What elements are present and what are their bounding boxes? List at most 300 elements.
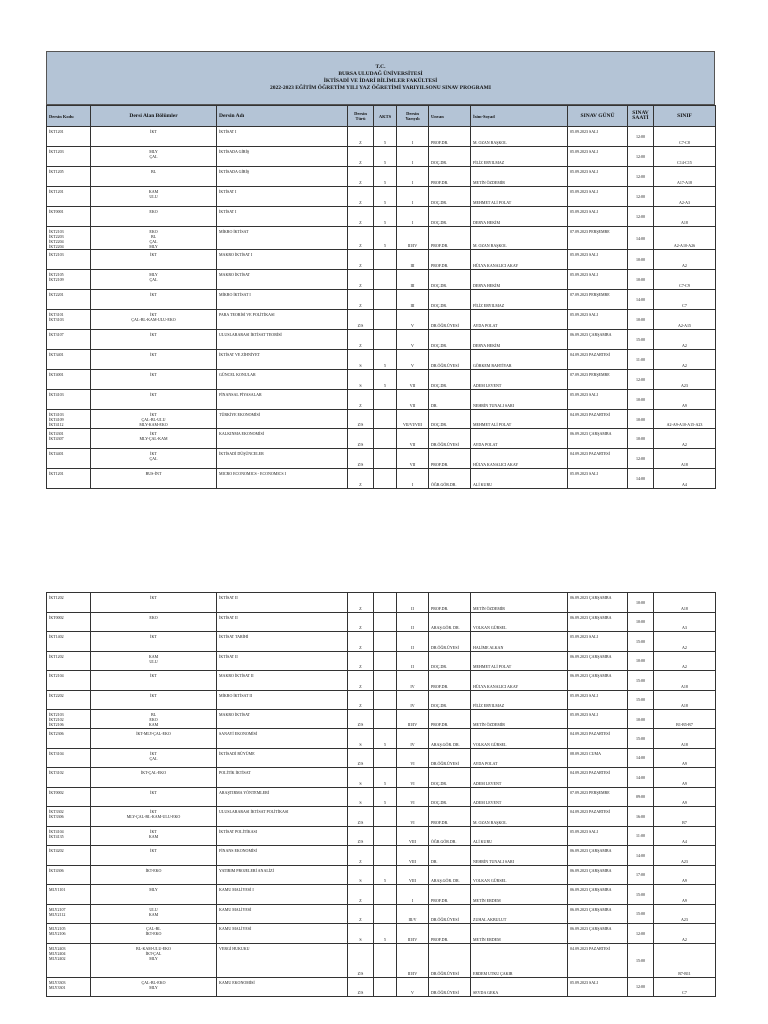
course-type: Z/S [348, 748, 374, 768]
course-code [47, 632, 91, 652]
course-code [47, 469, 91, 489]
course-departments-line: İKT [150, 412, 157, 417]
course-departments [91, 469, 217, 489]
exam-date: 06.09.2023 ÇARŞAMBA [568, 671, 628, 691]
course-name: İKTİSAT VE ZİHNİYET [217, 350, 348, 370]
course-departments-line: İKT-EKO [145, 931, 162, 936]
table-row [47, 943, 716, 977]
exam-time: 12:00 [628, 167, 654, 187]
table-body [47, 593, 716, 997]
lecturer-name: AYDA POLAT [471, 748, 568, 768]
course-departments-line: EKO [149, 229, 158, 234]
course-name: KAMU MALİYESİ I [217, 885, 348, 905]
exam-room: A9 [654, 768, 716, 788]
exam-date: 05.09.2023 SALI [568, 250, 628, 270]
exam-date: 07.09.2023 PERŞEMBE [568, 370, 628, 390]
course-period: VII [397, 390, 429, 410]
course-code-line: İKT4104 [49, 828, 64, 834]
lecturer-name: FİLİZ ERYILMAZ [471, 690, 568, 710]
course-code-line: MLY3301 [49, 984, 66, 990]
course-name: İKTİSAT POLİTİKASI [217, 826, 348, 846]
schedule-page-1 [46, 51, 715, 489]
exam-time: 10:00 [628, 429, 654, 449]
course-departments [91, 290, 217, 310]
course-type: Z [348, 250, 374, 270]
course-period: VI [397, 768, 429, 788]
course-type: Z/S [348, 710, 374, 729]
exam-room: A17-A18 [654, 167, 716, 187]
table-row [47, 370, 716, 390]
course-period: VI [397, 787, 429, 807]
exam-room: C14-C15 [654, 147, 716, 167]
exam-time: 14:00 [628, 748, 654, 768]
lecturer-name: FİLİZ ERYILMAZ [471, 147, 568, 167]
course-period: II [397, 593, 429, 613]
course-departments-line: İKT [150, 595, 157, 600]
column-header-date: SINAV GÜNÜ [568, 106, 628, 127]
lecturer-title: DR.ÖĞR.ÜYESİ [429, 748, 471, 768]
lecturer-title: PROF.DR. [429, 885, 471, 905]
exam-date: 07.09.2023 PERŞEMBE [568, 290, 628, 310]
exam-room: A9 [654, 390, 716, 410]
lecturer-title: PROF.DR. [429, 250, 471, 270]
course-code [47, 710, 91, 729]
course-code-line: İKT4306 [49, 867, 64, 873]
column-header-akts: AKTS [374, 106, 397, 127]
course-akts: 5 [374, 147, 397, 167]
course-departments-line: ÇAL-BL-KAM-ULU-EKO [131, 317, 176, 322]
lecturer-title: DR.ÖĞR.ÜYESİ [429, 943, 471, 977]
exam-time: 11:00 [628, 350, 654, 370]
table-row [47, 449, 716, 469]
exam-time: 14:00 [628, 227, 654, 250]
table-body [47, 127, 716, 489]
exam-date: 06.09.2023 ÇARŞAMBA [568, 330, 628, 350]
lecturer-title: ARAŞ.GÖR. DR. [429, 612, 471, 632]
lecturer-name: ALİ KURU [471, 826, 568, 846]
exam-date: 06.09.2023 ÇARŞAMBA [568, 846, 628, 866]
course-code [47, 330, 91, 350]
lecturer-title: DR. [429, 390, 471, 410]
course-departments-line: İKT [150, 673, 157, 678]
course-departments-line: KAM [148, 653, 159, 659]
lecturer-title: PROF.DR. [429, 807, 471, 827]
course-period: VII/VI/VIII [397, 410, 429, 429]
course-code-line: İKT2203 [49, 234, 64, 239]
course-period: IV [397, 671, 429, 691]
exam-room: A2 [654, 632, 716, 652]
exam-time: 12:00 [628, 977, 654, 997]
course-akts [374, 429, 397, 449]
lecturer-name: MEHMET ALİ POLAT [471, 187, 568, 207]
exam-time: 12:00 [628, 147, 654, 167]
exam-room: A18 [654, 671, 716, 691]
exam-room: A9 [654, 865, 716, 885]
lecturer-name: HÜLYA KANALICI AKAY [471, 449, 568, 469]
lecturer-name: ADEM LEVENT [471, 768, 568, 788]
course-period: V [397, 310, 429, 330]
lecturer-name: METİN ERDEM [471, 924, 568, 944]
course-departments-line: ÇAL [149, 239, 158, 244]
course-departments [91, 865, 217, 885]
table-row [47, 290, 716, 310]
course-akts: 5 [374, 865, 397, 885]
exam-date: 06.09.2023 ÇARŞAMBA [568, 593, 628, 613]
exam-time: 10:00 [628, 310, 654, 330]
exam-date: 06.09.2023 ÇARŞAMBA [568, 904, 628, 924]
exam-time: 16:00 [628, 807, 654, 827]
course-departments-line: KAM [148, 911, 159, 917]
course-departments-line: ULU [149, 906, 158, 912]
course-departments [91, 904, 217, 924]
course-code-line: İKT0002 [49, 789, 64, 795]
course-period: VI [397, 807, 429, 827]
lecturer-name: METİN ERDEM [471, 885, 568, 905]
exam-time: 12:00 [628, 449, 654, 469]
course-period: I [397, 147, 429, 167]
course-code-line: İKT2104 [49, 673, 64, 678]
course-code-line: İKT3102 [49, 770, 64, 775]
course-departments [91, 651, 217, 671]
course-akts: 5 [374, 167, 397, 187]
exam-room: B7 [654, 807, 716, 827]
course-departments-line: İKT [150, 252, 157, 257]
table-row [47, 977, 716, 997]
course-akts [374, 390, 397, 410]
course-code-line: İKT4103 [49, 392, 64, 397]
course-departments-line: İKT [150, 692, 157, 698]
lecturer-name: VOLKAN GÜRSEL [471, 612, 568, 632]
course-code [47, 807, 91, 827]
course-code-line: İKT2106 [49, 722, 64, 727]
lecturer-title: PROF.DR. [429, 671, 471, 691]
course-type: Z/S [348, 410, 374, 429]
course-akts: 5 [374, 207, 397, 227]
lecturer-name: M. OZAN BAŞKOL [471, 227, 568, 250]
lecturer-name: ZUHAL AKBULUT [471, 904, 568, 924]
course-name: MİKRO İKTİSAT [217, 227, 348, 250]
course-departments-line: İKT [150, 789, 157, 795]
course-akts [374, 410, 397, 429]
course-name: İKTİSADA GİRİŞ [217, 147, 348, 167]
course-departments-line: KAM [148, 833, 159, 839]
course-departments-line: EKO [149, 209, 158, 214]
exam-date: 08.09.2023 CUMA [568, 748, 628, 768]
course-name: ULUSLARARASI İKTİSAT TEORİSİ [217, 330, 348, 350]
column-header-code: Dersin Kodu [47, 106, 91, 127]
lecturer-name: METİN ÖZDEMİR [471, 710, 568, 729]
course-code-line: İKT1202 [49, 595, 64, 600]
lecturer-title: ÖĞR.GÖR.DR. [429, 826, 471, 846]
course-akts [374, 671, 397, 691]
lecturer-name: ERDEM UTKU ÇAKIR [471, 943, 568, 977]
table-row [47, 632, 716, 652]
exam-time: 14:00 [628, 768, 654, 788]
lecturer-name: SEVDA GEKA [471, 977, 568, 997]
lecturer-title: DR.ÖĞR.ÜYESİ [429, 632, 471, 652]
lecturer-name: HÜLYA KANALICI AKAY [471, 250, 568, 270]
course-code [47, 270, 91, 290]
course-akts [374, 270, 397, 290]
course-departments-line: İKT [150, 352, 157, 357]
course-period: V [397, 350, 429, 370]
exam-date: 05.09.2023 SALI [568, 167, 628, 187]
course-akts: 5 [374, 127, 397, 147]
column-header-lecturer: İsim-Soyad [471, 106, 568, 127]
table-row [47, 310, 716, 330]
course-code-line: İKT3306 [49, 814, 64, 819]
course-departments [91, 768, 217, 788]
exam-room: A2 [654, 350, 716, 370]
table-row [47, 651, 716, 671]
lecturer-name: AYDA POLAT [471, 310, 568, 330]
course-akts [374, 310, 397, 330]
table-row [47, 904, 716, 924]
course-code-line: İKT2204 [49, 239, 64, 244]
course-type: Z [348, 846, 374, 866]
course-name: KAMU EKONOMİSİ [217, 977, 348, 997]
course-akts: 5 [374, 350, 397, 370]
table-row [47, 390, 716, 410]
course-code-line: MLY2402 [49, 955, 66, 961]
exam-time: 12:00 [628, 127, 654, 147]
course-akts: 5 [374, 370, 397, 390]
course-type: Z [348, 187, 374, 207]
course-departments [91, 924, 217, 944]
lecturer-title: DOÇ.DR. [429, 207, 471, 227]
course-departments-line: BL [150, 712, 157, 717]
column-header-type: Dersin Türü [348, 106, 374, 127]
course-name: MAKRO İKTİSAT [217, 270, 348, 290]
course-code [47, 943, 91, 977]
course-code-line: İKT4307 [49, 436, 64, 441]
course-code-line: İKT4301 [49, 431, 64, 436]
course-departments [91, 449, 217, 469]
table-row [47, 885, 716, 905]
course-departments-line: MLY-ÇAL-BL-KAM-ULU-EKO [126, 814, 181, 819]
table-row [47, 469, 716, 489]
table-row [47, 612, 716, 632]
table-row [47, 748, 716, 768]
lecturer-name: NEHRİN TUNALI SARI [471, 390, 568, 410]
course-type: Z/S [348, 429, 374, 449]
course-departments-line: MLY [149, 984, 158, 990]
course-departments [91, 671, 217, 691]
course-period: III [397, 290, 429, 310]
lecturer-title: PROF.DR. [429, 227, 471, 250]
course-name: POLİTİK İKTİSAT [217, 768, 348, 788]
exam-date: 06.09.2023 ÇARŞAMBA [568, 865, 628, 885]
lecturer-title: DOÇ.DR. [429, 787, 471, 807]
exam-room: A23 [654, 370, 716, 390]
course-name: İKTİSAT II [217, 612, 348, 632]
course-akts: 5 [374, 729, 397, 749]
course-code [47, 977, 91, 997]
course-period: VII [397, 449, 429, 469]
table-row [47, 787, 716, 807]
lecturer-title: ÖĞR.GÖR.DR. [429, 469, 471, 489]
lecturer-title: DR.ÖĞR.ÜYESİ [429, 429, 471, 449]
exam-room: C7-C9 [654, 270, 716, 290]
course-akts [374, 449, 397, 469]
course-departments-line: İKT [150, 392, 157, 397]
exam-date: 06.09.2023 ÇARŞAMBA [568, 885, 628, 905]
exam-date: 05.09.2023 SALI [568, 826, 628, 846]
course-period: II [397, 612, 429, 632]
exam-date: 07.09.2023 PERŞEMBE [568, 227, 628, 250]
table-row [47, 429, 716, 449]
course-name: MICRO ECONOMICS - ECONOMICS I [217, 469, 348, 489]
lecturer-title: PROF.DR. [429, 710, 471, 729]
lecturer-name: METİN ÖZDEMİR [471, 593, 568, 613]
course-type: S [348, 370, 374, 390]
course-period: VIII [397, 826, 429, 846]
exam-date: 05.09.2023 SALI [568, 632, 628, 652]
course-period: VIII [397, 865, 429, 885]
course-departments [91, 943, 217, 977]
course-departments [91, 710, 217, 729]
lecturer-title: DOÇ.DR. [429, 768, 471, 788]
course-code [47, 370, 91, 390]
lecturer-name: MEHMET ALİ POLAT [471, 651, 568, 671]
course-akts: 5 [374, 787, 397, 807]
course-departments-line: İKT-MLY-ÇAL-EKO [136, 731, 171, 736]
course-type: Z [348, 632, 374, 652]
course-code-line: İKT1402 [49, 634, 64, 639]
course-name: MİKRO İKTİSAT I [217, 290, 348, 310]
exam-room: A23 [654, 846, 716, 866]
course-name: ULUSLARARASI İKTİSAT POLİTİKASI [217, 807, 348, 827]
course-period: IV [397, 729, 429, 749]
course-period: II [397, 632, 429, 652]
course-departments-line: MLY [149, 149, 158, 154]
course-akts [374, 807, 397, 827]
course-code-line: İKT1205 [49, 169, 64, 174]
course-departments-line: MLY-ÇAL-KAM [139, 436, 168, 441]
course-code [47, 690, 91, 710]
course-code [47, 904, 91, 924]
exam-room: A9 [654, 748, 716, 768]
course-name: ARAŞTIRMA YÖNTEMLERİ [217, 787, 348, 807]
course-departments-line: İKT-ÇAL-EKO [140, 770, 167, 775]
course-type: Z [348, 390, 374, 410]
course-type: Z [348, 612, 374, 632]
course-period: III [397, 270, 429, 290]
course-akts [374, 651, 397, 671]
course-code [47, 593, 91, 613]
table-row [47, 250, 716, 270]
course-code [47, 729, 91, 749]
course-type: Z [348, 330, 374, 350]
lecturer-title: DOÇ.DR. [429, 290, 471, 310]
course-period: I [397, 469, 429, 489]
course-code-line: İKT3401 [49, 352, 64, 357]
course-departments-line: İKT [150, 129, 157, 134]
course-code-line: İKT1201 [49, 471, 64, 476]
exam-room: A2-A15 [654, 310, 716, 330]
course-name: MİKRO İKTİSAT II [217, 690, 348, 710]
course-akts [374, 612, 397, 632]
course-period: I [397, 127, 429, 147]
exam-room: A18 [654, 593, 716, 613]
lecturer-title: ARAŞ.GÖR. DR. [429, 865, 471, 885]
lecturer-title: DOÇ.DR. [429, 651, 471, 671]
course-period: III [397, 250, 429, 270]
lecturer-title: DOÇ.DR. [429, 270, 471, 290]
course-period: III/IV [397, 227, 429, 250]
course-period: I [397, 167, 429, 187]
course-period: V [397, 330, 429, 350]
exam-date: 04.09.2023 PAZARTESİ [568, 768, 628, 788]
course-akts [374, 330, 397, 350]
course-departments [91, 690, 217, 710]
course-code-line: İKT2103 [49, 712, 64, 717]
course-code [47, 167, 91, 187]
exam-time: 09:00 [628, 787, 654, 807]
exam-time: 15:00 [628, 330, 654, 350]
course-name: MAKRO İKTİSAT [217, 710, 348, 729]
course-name: VERGİ HUKUKU [217, 943, 348, 977]
course-code-line: MLY2403 [49, 945, 66, 951]
course-code [47, 865, 91, 885]
course-type: S [348, 924, 374, 944]
course-code-line: İKT3302 [49, 809, 64, 814]
exam-time: 10:00 [628, 410, 654, 429]
course-code [47, 768, 91, 788]
exam-time: 15:00 [628, 729, 654, 749]
table-row [47, 410, 716, 429]
exam-time: 10:00 [628, 390, 654, 410]
course-departments-line: İKT [150, 332, 157, 337]
exam-room: A18 [654, 690, 716, 710]
exam-time: 15:00 [628, 632, 654, 652]
course-period: V [397, 977, 429, 997]
course-name: İKTİSADİ BÜYÜME [217, 748, 348, 768]
course-period: I [397, 187, 429, 207]
course-departments [91, 227, 217, 250]
exam-room: B1-B5-B7 [654, 710, 716, 729]
course-code-line: MLY2107 [49, 906, 66, 912]
course-code [47, 310, 91, 330]
table-row [47, 826, 716, 846]
lecturer-title: PROF.DR. [429, 924, 471, 944]
course-departments [91, 632, 217, 652]
course-departments-line: İKT [150, 750, 157, 756]
course-departments-line: ÇAL-BL-EKO [141, 979, 166, 985]
course-code-line: İKT4001 [49, 372, 64, 377]
exam-room: A2 [654, 651, 716, 671]
course-departments [91, 593, 217, 613]
lecturer-name: HALİME ALKAN [471, 632, 568, 652]
course-code-line: MLY2112 [49, 911, 66, 917]
course-code-line: İKT2204 [49, 244, 64, 249]
exam-time: 12:00 [628, 370, 654, 390]
exam-room: C7-C8 [654, 127, 716, 147]
course-departments-line: İKT [150, 292, 157, 297]
course-departments [91, 826, 217, 846]
exam-time: 14:00 [628, 290, 654, 310]
course-departments [91, 147, 217, 167]
exam-date: 04.09.2023 PAZARTESİ [568, 449, 628, 469]
exam-room: A3 [654, 612, 716, 632]
table-row [47, 207, 716, 227]
course-type: Z/S [348, 807, 374, 827]
course-type: Z/S [348, 977, 374, 997]
course-departments-line: EKO [149, 717, 158, 722]
lecturer-name: M. OZAN BAŞKOL [471, 127, 568, 147]
course-departments-line: İKT-ÇAL [145, 950, 162, 956]
lecturer-title: DR.ÖĞR.ÜYESİ [429, 350, 471, 370]
